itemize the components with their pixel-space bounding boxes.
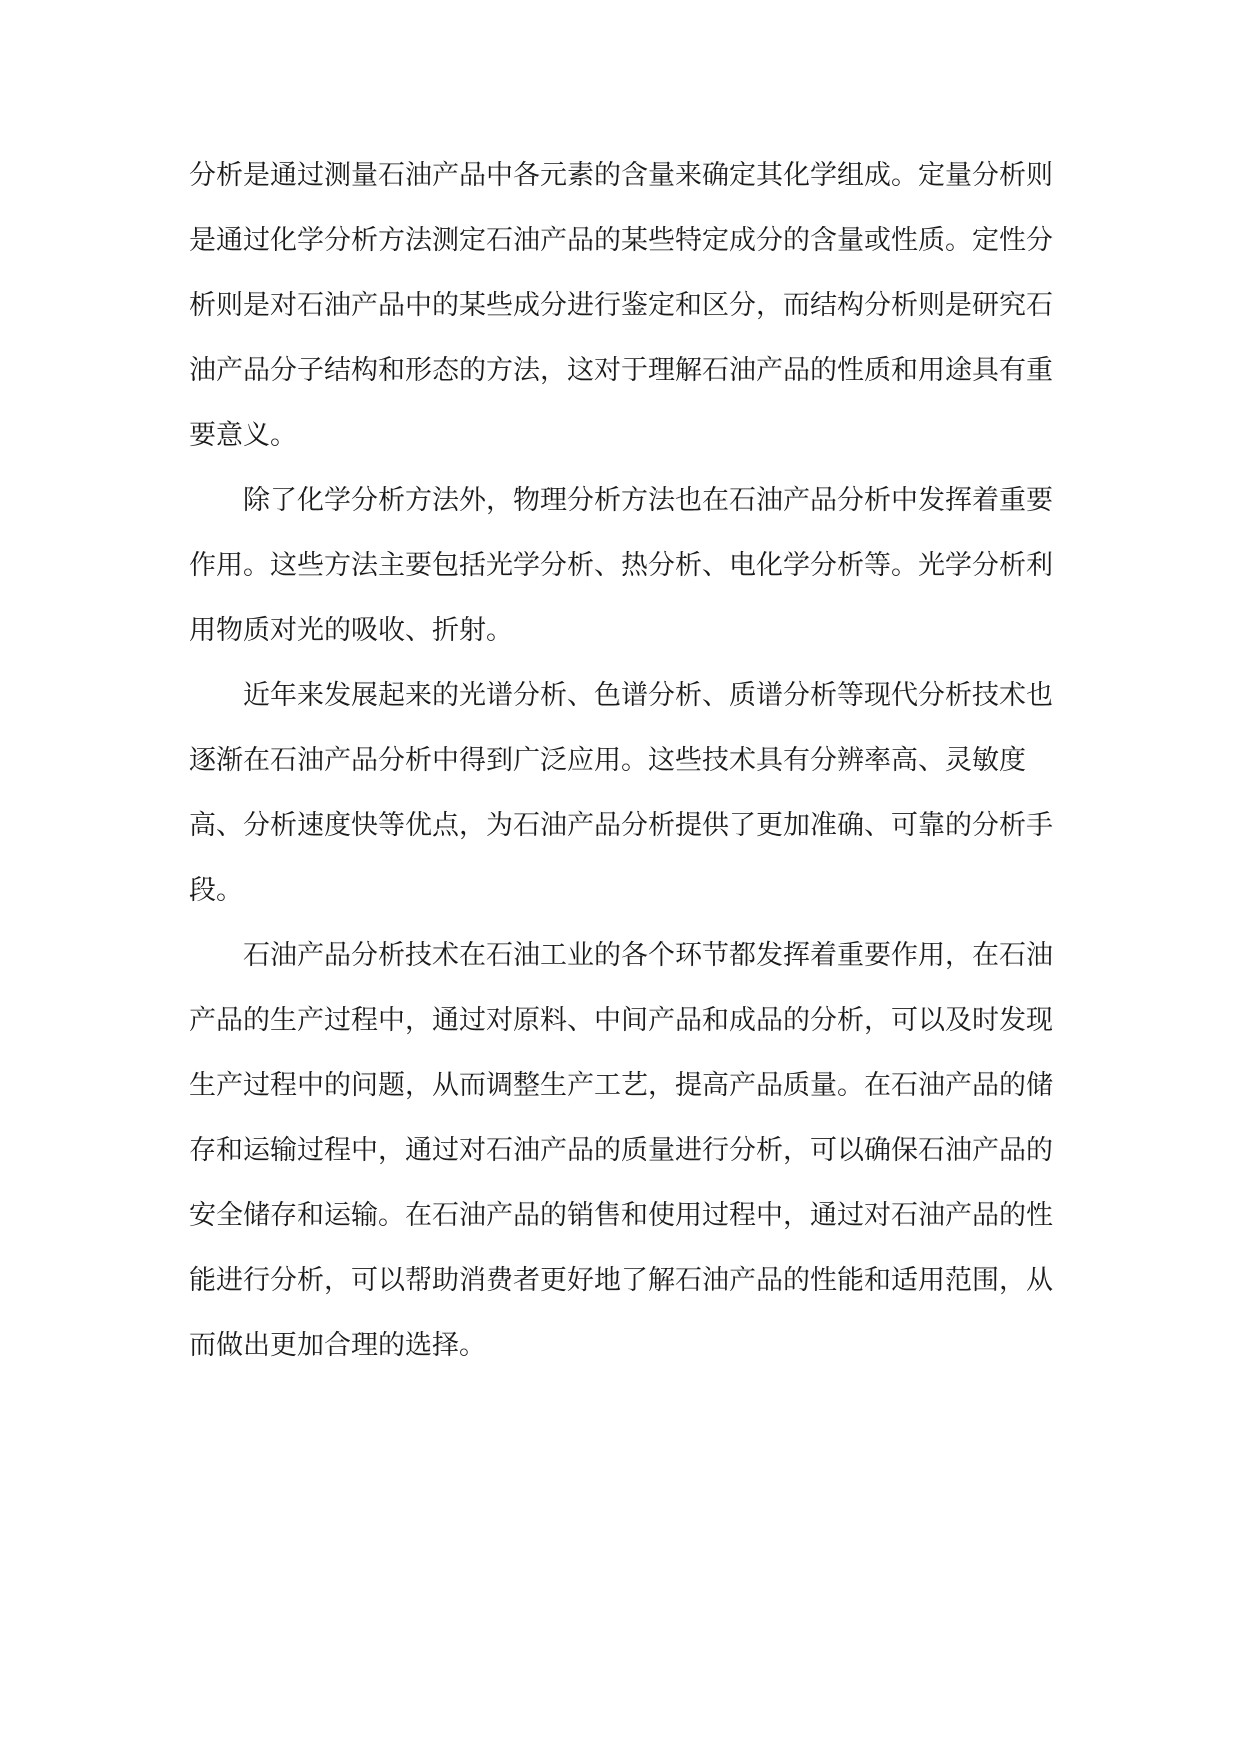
paragraph-2: 除了化学分析方法外，物理分析方法也在石油产品分析中发挥着重要作用。这些方法主要包括光学分析、热分析、电化学分析等。光学分析利用物质对光的吸收、折射。: [189, 485, 1053, 646]
paragraph-3: 近年来发展起来的光谱分析、色谱分析、质谱分析等现代分析技术也逐渐在石油产品分析中得到广泛应用。这些技术具有分辨率高、灵敏度高、分析速度快等优点，为石油产品分析提供了更加准确、可靠的分析手段。: [189, 680, 1053, 906]
document-body: [189, 143, 1053, 1378]
paragraph-4: 石油产品分析技术在石油工业的各个环节都发挥着重要作用，在石油产品的生产过程中，通过对原料、中间产品和成品的分析，可以及时发现生产过程中的问题，从而调整生产工艺，提高产品质量。在石油产品的储存和运输过程中，通过对石油产品的质量进行分析，可以确保石油产品的安全储存和运输。在石油产品的销售和使用过程中，通过对石油产品的性能进行分析，可以帮助消费者更好地了解石油产品的性能和适用范围，从而做出更加合理的选择。: [189, 940, 1053, 1361]
paragraph-1: 分析是通过测量石油产品中各元素的含量来确定其化学组成。定量分析则是通过化学分析方法测定石油产品的某些特定成分的含量或性质。定性分析则是对石油产品中的某些成分进行鉴定和区分，而结构分析则是研究石油产品分子结构和形态的方法，这对于理解石油产品的性质和用途具有重要意义。: [189, 160, 1053, 451]
